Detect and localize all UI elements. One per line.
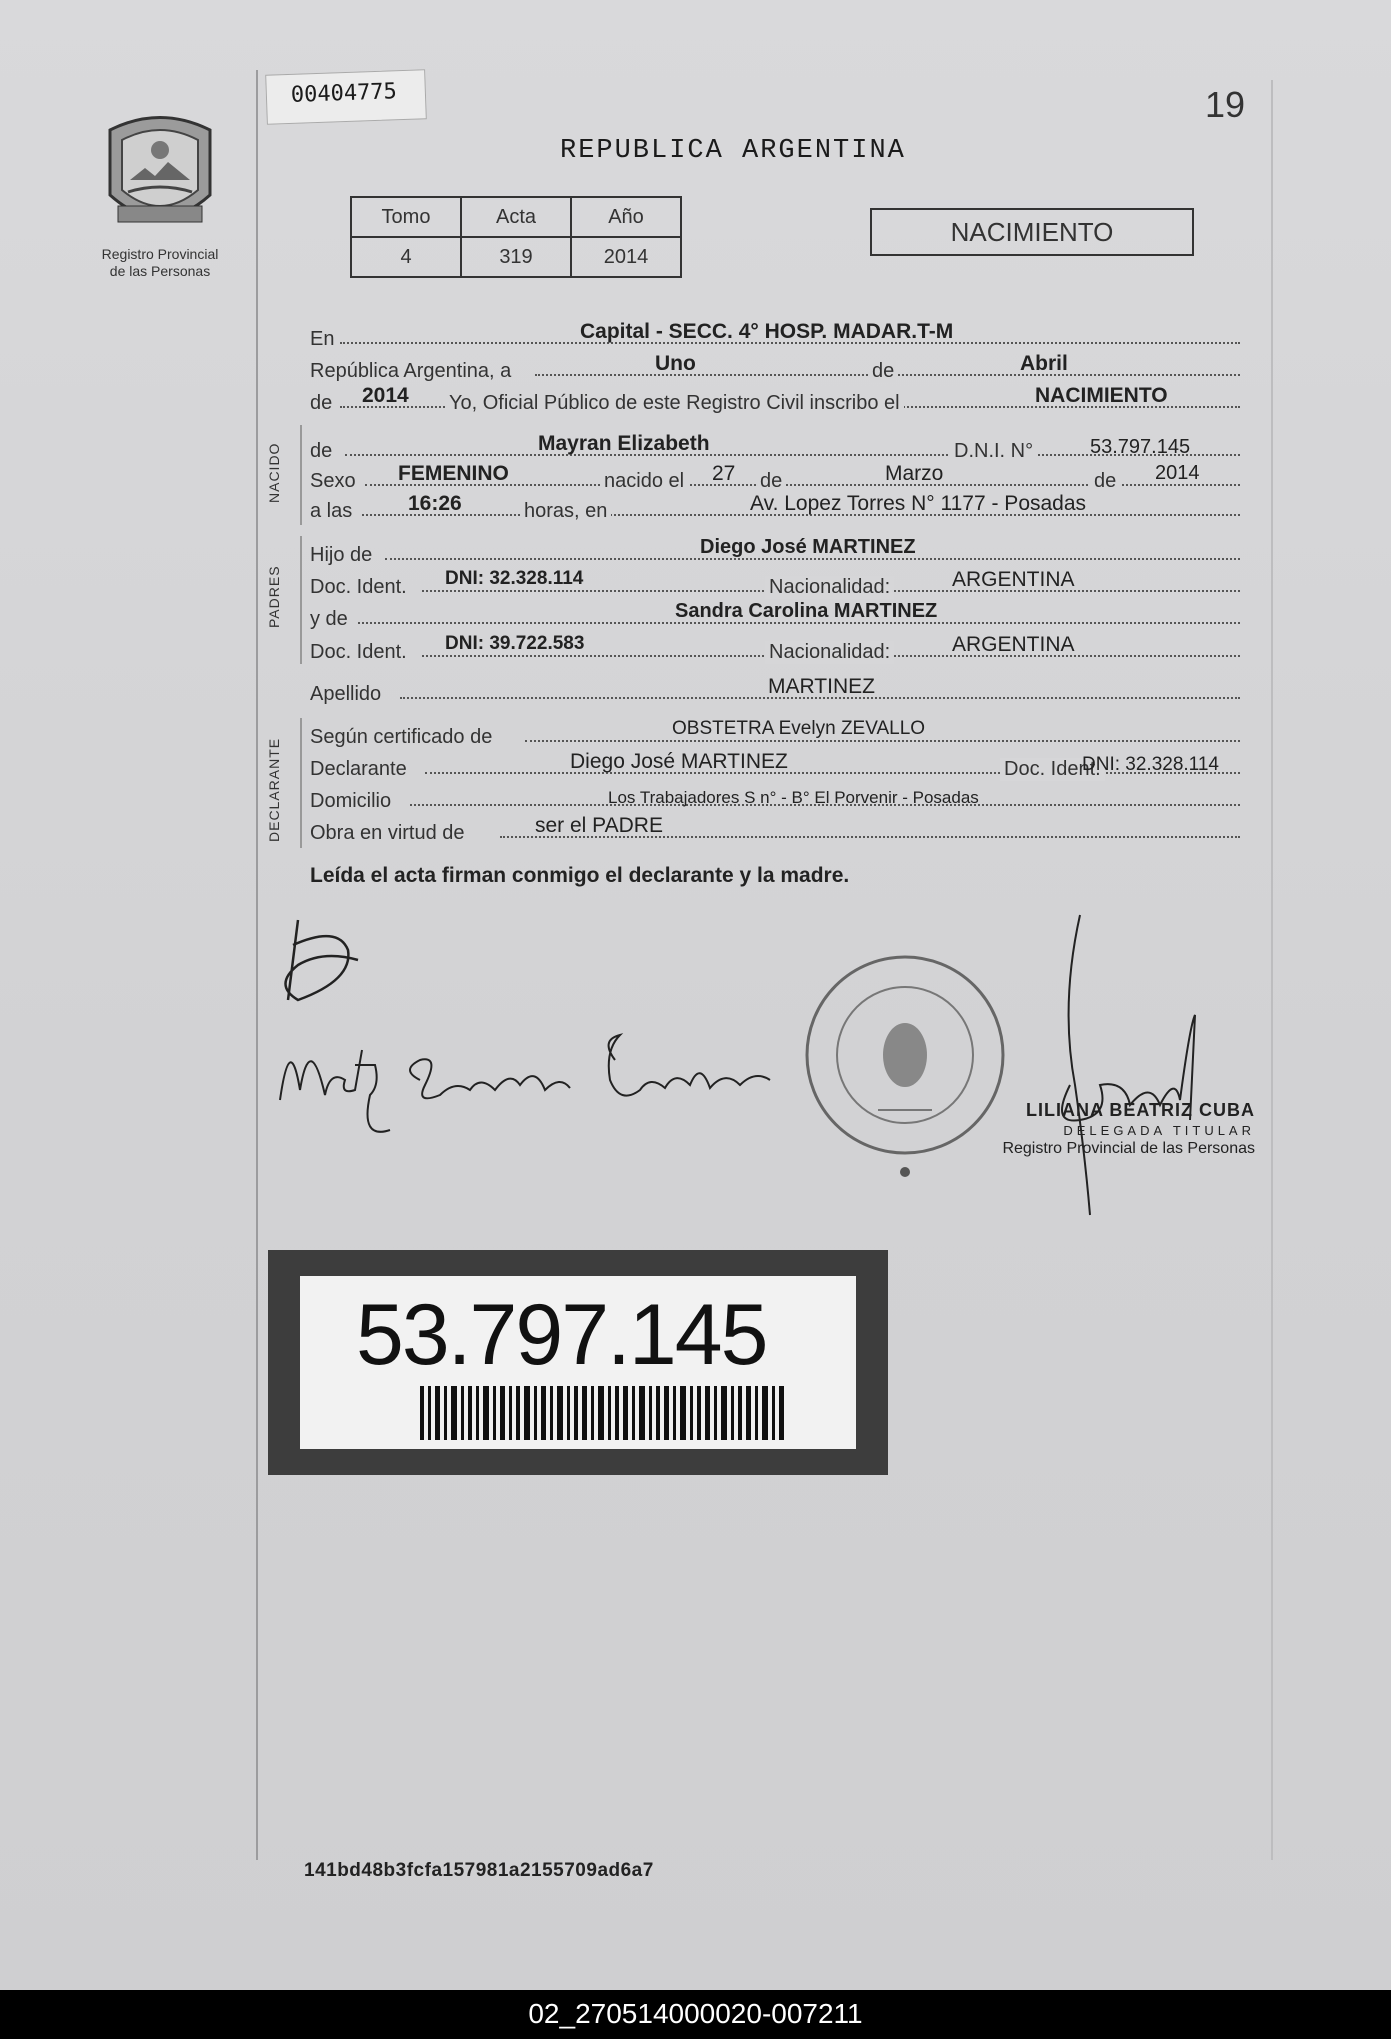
scan-id: 02_270514000020-007211 (528, 1998, 863, 2029)
de-label: de (1090, 470, 1120, 493)
official-name: LILIANA BEATRIZ CUBA (1026, 1100, 1255, 1120)
barcode-number: 53.797.145 (356, 1287, 767, 1383)
registry-value-tomo: 4 (351, 237, 461, 277)
de2-label: de (310, 392, 333, 414)
mother-name: Sandra Carolina MARTINEZ (675, 600, 938, 622)
registry-value-anio: 2014 (571, 237, 681, 277)
row-declarante (310, 750, 1250, 784)
row-nacido-nombre (310, 432, 1250, 466)
republica-label: República Argentina, a (310, 360, 512, 382)
barcode-inner (300, 1276, 856, 1449)
father-nationality: ARGENTINA (952, 568, 1075, 591)
father-doc: DNI: 32.328.114 (445, 568, 584, 589)
registry-table (350, 196, 682, 278)
official-office: Registro Provincial de las Personas (1002, 1140, 1255, 1157)
child-dni: 53.797.145 (1090, 436, 1191, 458)
de-label: de (872, 360, 895, 382)
provincial-emblem-icon (100, 110, 220, 240)
row-anio (310, 384, 1250, 418)
declarante-label: Declarante (310, 758, 407, 780)
anio-value: 2014 (362, 384, 409, 407)
doc-label: Doc. Ident. (1000, 758, 1105, 781)
birth-day: 27 (712, 462, 736, 485)
mother-signature-icon (270, 1010, 810, 1150)
birth-year: 2014 (1155, 462, 1200, 484)
record-type-box: NACIMIENTO (870, 208, 1194, 256)
official-signature-icon (1040, 905, 1210, 1225)
section-divider (300, 718, 302, 848)
official-seal-icon (800, 920, 1010, 1190)
domicilio-label: Domicilio (310, 790, 392, 812)
doc-label: Doc. Ident. (310, 641, 407, 663)
child-name: Mayran Elizabeth (538, 432, 710, 455)
closing-statement: Leída el acta firman conmigo el declarante y la madre. (310, 864, 850, 887)
row-nacido-sexo (310, 462, 1250, 496)
de-label: de (310, 440, 333, 462)
row-en (310, 320, 1250, 354)
row-madre-doc (310, 633, 1250, 667)
section-nacido-label: NACIDO (266, 442, 282, 503)
certificado-value: OBSTETRA Evelyn ZEVALLO (672, 718, 926, 739)
official-role: DELEGADA TITULAR (1063, 1123, 1255, 1138)
dia-value: Uno (655, 352, 696, 375)
obra-label: Obra en virtud de (310, 822, 465, 844)
birth-time: 16:26 (408, 492, 462, 515)
birth-month: Marzo (885, 462, 944, 485)
row-republica (310, 352, 1250, 386)
document-hash: 141bd48b3fcfa157981a2155709ad6a7 (304, 1860, 654, 1881)
scan-footer (0, 1990, 1391, 2039)
nacionalidad-label: Nacionalidad: (765, 576, 894, 599)
row-obra (310, 814, 1250, 848)
row-padre (310, 536, 1250, 570)
declarante-value: Diego José MARTINEZ (570, 750, 788, 773)
section-divider (300, 536, 302, 664)
nacido-label: nacido el (600, 470, 688, 493)
dni-label: D.N.I. N° (950, 440, 1037, 463)
barcode-icon (420, 1386, 790, 1440)
de-label: de (756, 470, 786, 493)
mother-nationality: ARGENTINA (952, 633, 1075, 656)
registry-header-anio: Año (571, 197, 681, 237)
document-number-stamp: 00404775 (265, 69, 427, 125)
domicilio-value: Los Trabajadores S n° - B° El Porvenir - Posadas (608, 788, 979, 807)
row-certificado (310, 718, 1250, 752)
right-margin-line (1271, 80, 1273, 1860)
y-de-label: y de (310, 608, 348, 630)
horas-en-label: horas, en (520, 500, 611, 523)
birth-place: Av. Lopez Torres N° 1177 - Posadas (750, 492, 1087, 515)
section-padres-label: PADRES (266, 565, 282, 628)
sexo-value: FEMENINO (398, 462, 509, 485)
registry-header-tomo: Tomo (351, 197, 461, 237)
row-apellido (310, 675, 1250, 709)
hijo-label: Hijo de (310, 544, 373, 566)
page-number: 19 (1205, 84, 1246, 125)
apellido-value: MARTINEZ (768, 675, 875, 698)
section-divider (300, 425, 302, 525)
en-label: En (310, 328, 335, 350)
obra-value: ser el PADRE (535, 814, 663, 837)
registry-header-acta: Acta (461, 197, 571, 237)
mother-doc: DNI: 39.722.583 (445, 633, 585, 654)
a-las-label: a las (310, 500, 353, 522)
section-declarante-label: DECLARANTE (266, 737, 282, 842)
declarant-signature-icon (268, 905, 368, 1005)
row-madre (310, 600, 1250, 634)
left-margin-line (256, 70, 258, 1860)
yo-label: Yo, Oficial Público de este Registro Civil inscribo el (445, 392, 904, 415)
registry-caption: Registro Provincial de las Personas (101, 246, 219, 279)
declarante-doc: DNI: 32.328.114 (1082, 754, 1219, 775)
father-name: Diego José MARTINEZ (700, 536, 916, 558)
en-value: Capital - SECC. 4° HOSP. MADAR.T-M (580, 320, 954, 343)
doc-label: Doc. Ident. (310, 576, 407, 598)
row-domicilio (310, 782, 1250, 816)
row-padre-doc (310, 568, 1250, 602)
certificado-label: Según certificado de (310, 726, 493, 748)
row-nacido-hora (310, 492, 1250, 526)
mes-value: Abril (1020, 352, 1068, 375)
id-barcode-label (268, 1250, 888, 1475)
apellido-label: Apellido (310, 683, 382, 705)
official-block (985, 1100, 1255, 1158)
document-title: REPUBLICA ARGENTINA (560, 136, 906, 166)
registry-value-acta: 319 (461, 237, 571, 277)
sexo-label: Sexo (310, 470, 356, 492)
inscribe-value: NACIMIENTO (1035, 384, 1168, 407)
nacionalidad-label: Nacionalidad: (765, 641, 894, 664)
